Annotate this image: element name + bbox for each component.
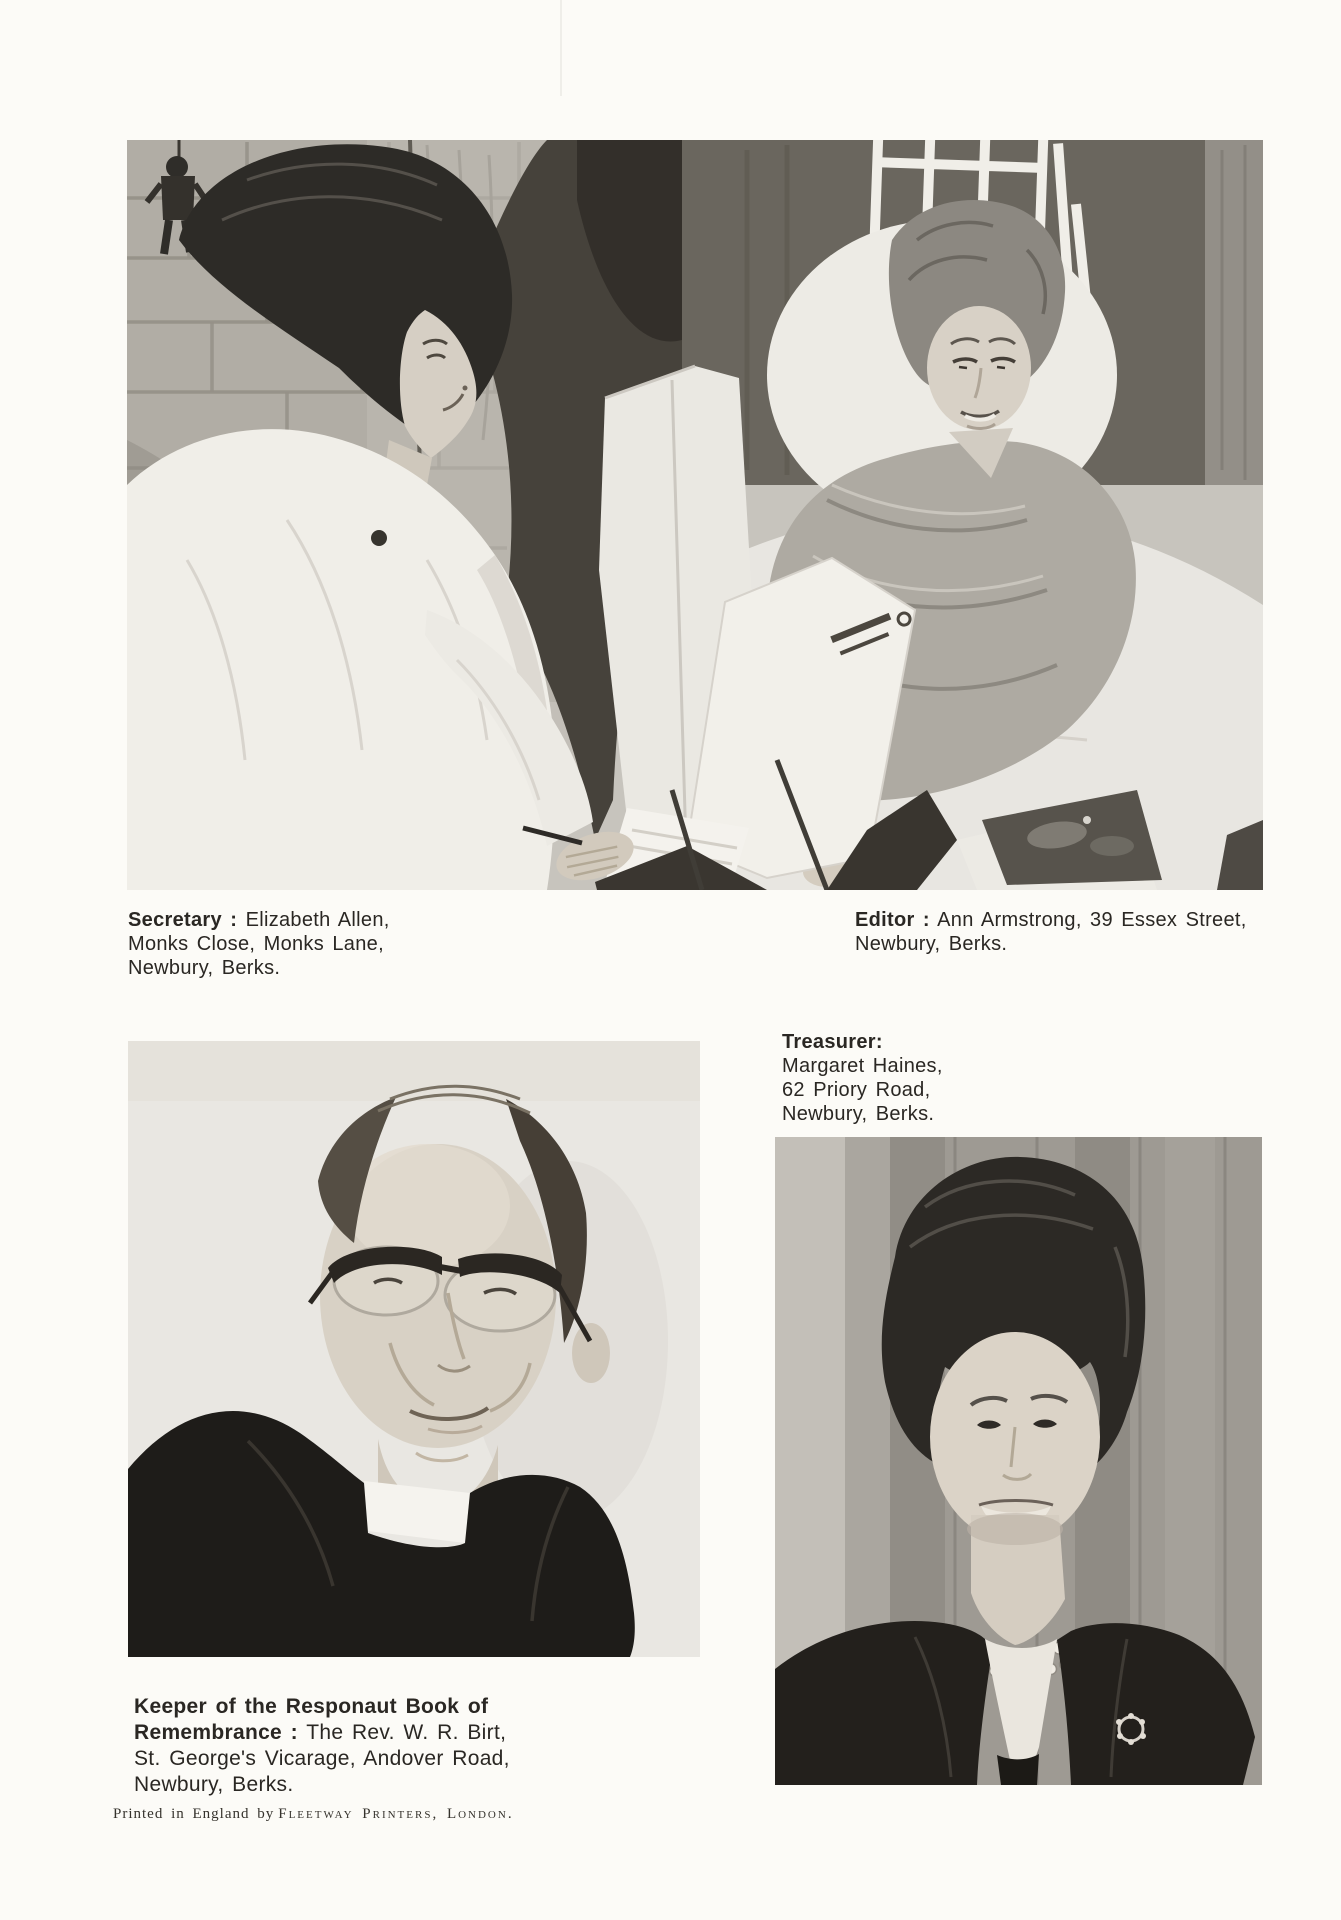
keeper-portrait-photo [128,1041,700,1657]
treasurer-portrait-illustration [775,1137,1262,1785]
role-label: Remembrance : [134,1721,298,1744]
imprint-text: Printed in England by [113,1806,275,1822]
bedside-photo-illustration [127,140,1263,890]
caption-line: Newbury, Berks. [782,1103,935,1125]
caption-line: Newbury, Berks. [128,957,281,979]
caption-line: Newbury, Berks. [855,933,1008,955]
caption-line: Monks Close, Monks Lane, [128,933,384,955]
role-label: Keeper of the Responaut Book of [134,1695,489,1718]
imprint-printer-name: Fleetway Printers, London. [278,1806,514,1822]
keeper-portrait-illustration [128,1041,700,1657]
caption-line: 62 Priory Road, [782,1079,931,1101]
caption-line: Remembrance : The Rev. W. R. Birt, [134,1721,507,1744]
page-crease [560,0,562,96]
caption-line: Editor : Ann Armstrong, 39 Essex Street, [855,909,1247,931]
editor-caption [855,908,1295,956]
caption-line: Newbury, Berks. [134,1773,294,1796]
caption-line: Secretary : Elizabeth Allen, [128,909,390,931]
imprint-footer [113,1806,514,1823]
caption-line: St. George's Vicarage, Andover Road, [134,1747,510,1770]
treasurer-portrait-photo [775,1137,1262,1785]
role-label: Editor : [855,909,930,931]
caption-line: Margaret Haines, [782,1055,943,1077]
role-label: Secretary : [128,909,238,931]
treasurer-caption [782,1030,1112,1126]
secretary-caption [128,908,558,980]
role-label: Treasurer: [782,1031,883,1053]
keeper-caption [134,1694,604,1798]
bedside-photo [127,140,1263,890]
